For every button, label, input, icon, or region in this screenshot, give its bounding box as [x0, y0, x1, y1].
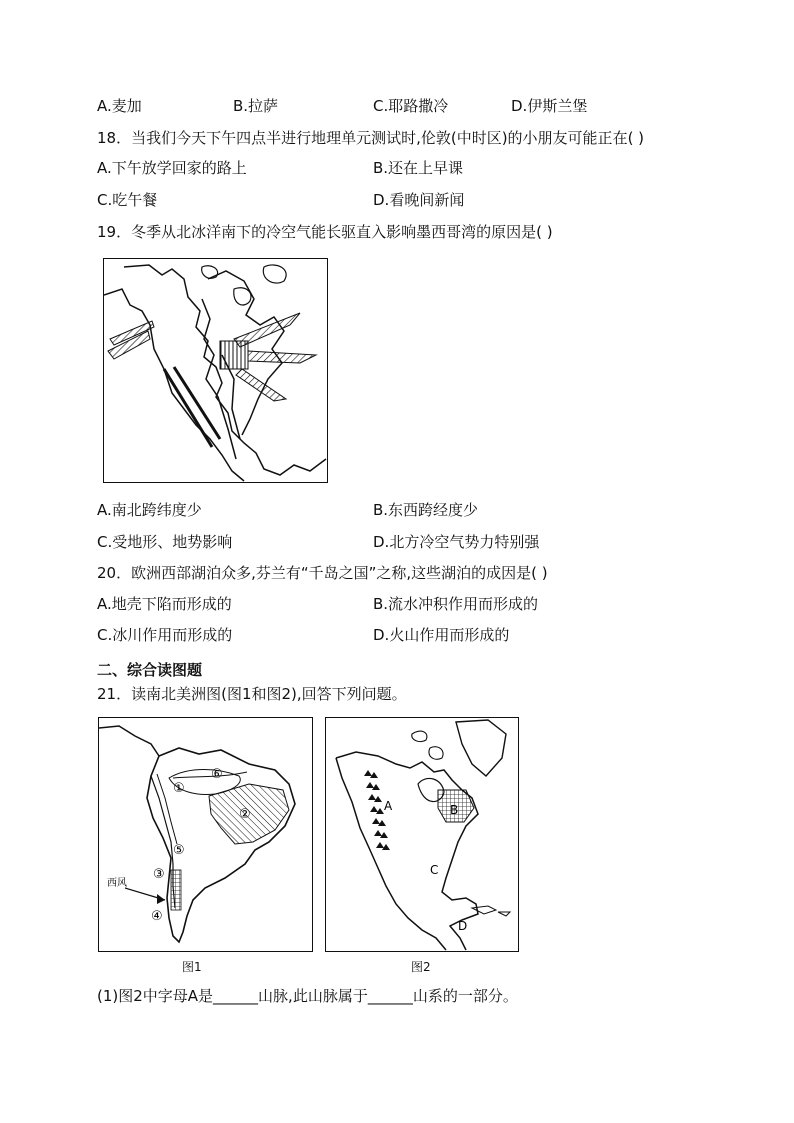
- q17-option-a: A.麦加: [97, 97, 142, 115]
- q19-option-d: D.北方冷空气势力特别强: [373, 533, 540, 551]
- fig1-label-2: ②: [239, 807, 251, 822]
- north-america-airflow-map: [103, 258, 328, 483]
- q20-option-c: C.冰川作用而形成的: [97, 626, 233, 644]
- fig2-label-c: C: [430, 863, 439, 877]
- section-title: 二、综合读图题: [97, 661, 203, 679]
- fig2-label-d: D: [458, 919, 468, 933]
- q21-stem: 21．读南北美洲图(图1和图2),回答下列问题。: [97, 685, 407, 703]
- fig1-label-5: ⑤: [173, 843, 185, 858]
- q19-option-c: C.受地形、地势影响: [97, 533, 233, 551]
- fig2-label-a: A: [384, 799, 393, 813]
- north-america-svg: [326, 718, 518, 951]
- q19-stem: 19．冬季从北冰洋南下的冷空气能长驱直入影响墨西哥湾的原因是( ): [97, 223, 553, 241]
- south-america-map: [98, 717, 313, 952]
- fig1-label-4: ④: [151, 909, 163, 924]
- q18-option-c: C.吃午餐: [97, 191, 158, 209]
- q20-option-d: D.火山作用而形成的: [373, 626, 510, 644]
- fig1-label-1: ①: [173, 781, 185, 796]
- q19-option-a: A.南北跨纬度少: [97, 501, 202, 519]
- fig1-caption: 图1: [182, 960, 202, 974]
- q17-option-c: C.耶路撒冷: [373, 97, 449, 115]
- q20-stem: 20．欧洲西部湖泊众多,芬兰有“千岛之国”之称,这些湖泊的成因是( ): [97, 564, 548, 582]
- fig2-label-b: B: [450, 803, 459, 817]
- south-america-svg: [99, 718, 312, 951]
- q19-option-b: B.东西跨经度少: [373, 501, 479, 519]
- fig1-label-6: ⑥: [211, 767, 223, 782]
- fig1-label-3: ③: [153, 867, 165, 882]
- q18-stem: 18．当我们今天下午四点半进行地理单元测试时,伦敦(中时区)的小朋友可能正在( ): [97, 129, 645, 147]
- q20-option-b: B.流水冲积作用而形成的: [373, 595, 539, 613]
- north-america-map: [325, 717, 519, 952]
- q21-sub1: (1)图2中字母A是______山脉,此山脉属于______山系的一部分。: [97, 987, 518, 1005]
- q17-option-d: D.伊斯兰堡: [511, 97, 588, 115]
- fig2-caption: 图2: [411, 960, 431, 974]
- north-america-airflow-svg: [104, 259, 327, 482]
- q18-option-a: A.下午放学回家的路上: [97, 159, 247, 177]
- q17-option-b: B.拉萨: [233, 97, 279, 115]
- q20-option-a: A.地壳下陷而形成的: [97, 595, 232, 613]
- fig1-label-wind: 西风: [107, 878, 127, 889]
- q18-option-d: D.看晚间新闻: [373, 191, 465, 209]
- q18-option-b: B.还在上早课: [373, 159, 464, 177]
